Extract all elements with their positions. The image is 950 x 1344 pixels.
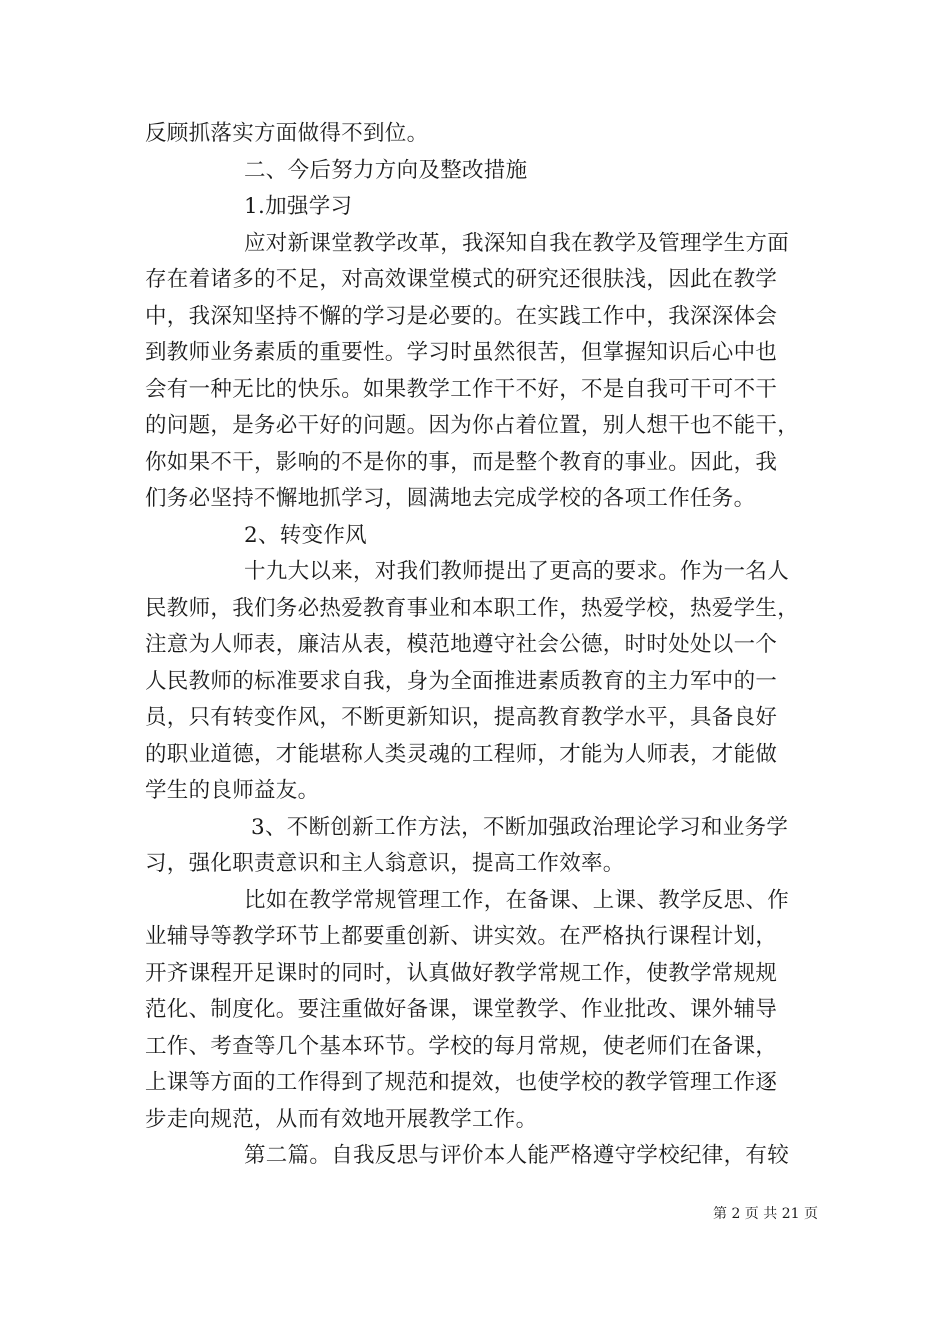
text-line: 比如在教学常规管理工作，在备课、上课、教学反思、作 xyxy=(244,887,790,913)
text-line: 到教师业务素质的重要性。学习时虽然很苦，但掌握知识后心中也 xyxy=(145,340,778,365)
text-line: 的问题，是务必干好的问题。因为你占着位置，别人想干也不能干， xyxy=(145,413,800,438)
text-line: 十九大以来，对我们教师提出了更高的要求。作为一名人 xyxy=(244,559,790,584)
text-line: 中，我深知坚持不懈的学习是必要的。在实践工作中，我深深体会 xyxy=(145,303,778,329)
text-line: 3、不断创新工作方法，不断加强政治理论学习和业务学 xyxy=(251,814,789,840)
text-line: 二、今后努力方向及整改措施 xyxy=(244,157,528,183)
text-line: 业辅导等教学环节上都要重创新、讲实效。在严格执行课程计划， xyxy=(145,924,778,949)
text-line: 习，强化职责意识和主人翁意识，提高工作效率。 xyxy=(145,851,625,876)
text-line: 反顾抓落实方面做得不到位。 xyxy=(145,121,429,146)
text-line: 存在着诸多的不足，对高效课堂模式的研究还很肤浅，因此在教学 xyxy=(145,267,778,292)
text-line: 学生的良师益友。 xyxy=(145,778,320,803)
text-line: 应对新课堂教学改革，我深知自我在教学及管理学生方面 xyxy=(244,230,790,256)
text-line: 范化、制度化。要注重做好备课，课堂教学、作业批改、课外辅导 xyxy=(145,997,778,1022)
text-line: 员，只有转变作风，不断更新知识，提高教育教学水平，具备良好 xyxy=(145,705,778,730)
document-body xyxy=(145,116,810,1175)
text-line: 会有一种无比的快乐。如果教学工作干不好，不是自我可干可不干 xyxy=(145,376,778,402)
text-line: 们务必坚持不懈地抓学习，圆满地去完成学校的各项工作任务。 xyxy=(145,486,756,511)
page-number: 第 2 页 共 21 页 xyxy=(713,1206,818,1222)
text-line: 的职业道德，才能堪称人类灵魂的工程师，才能为人师表，才能做 xyxy=(145,741,778,767)
text-line: 2、转变作风 xyxy=(244,522,367,548)
text-line: 工作、考查等几个基本环节。学校的每月常规，使老师们在备课， xyxy=(145,1033,778,1059)
text-line: 民教师，我们务必热爱教育事业和本职工作，热爱学校，热爱学生， xyxy=(145,595,800,621)
text-line: 注意为人师表，廉洁从表，模范地遵守社会公德，时时处处以一个 xyxy=(145,632,778,657)
text-line: 1.加强学习 xyxy=(244,194,353,219)
text-line: 第二篇。自我反思与评价本人能严格遵守学校纪律，有较 xyxy=(244,1143,790,1168)
text-line: 步走向规范，从而有效地开展教学工作。 xyxy=(145,1106,538,1132)
text-line: 人民教师的标准要求自我，身为全面推进素质教育的主力军中的一 xyxy=(145,668,778,694)
text-line: 上课等方面的工作得到了规范和提效，也使学校的教学管理工作逐 xyxy=(145,1070,778,1095)
text-line: 你如果不干，影响的不是你的事，而是整个教育的事业。因此，我 xyxy=(145,449,778,475)
text-line: 开齐课程开足课时的同时，认真做好教学常规工作，使教学常规规 xyxy=(145,960,778,986)
